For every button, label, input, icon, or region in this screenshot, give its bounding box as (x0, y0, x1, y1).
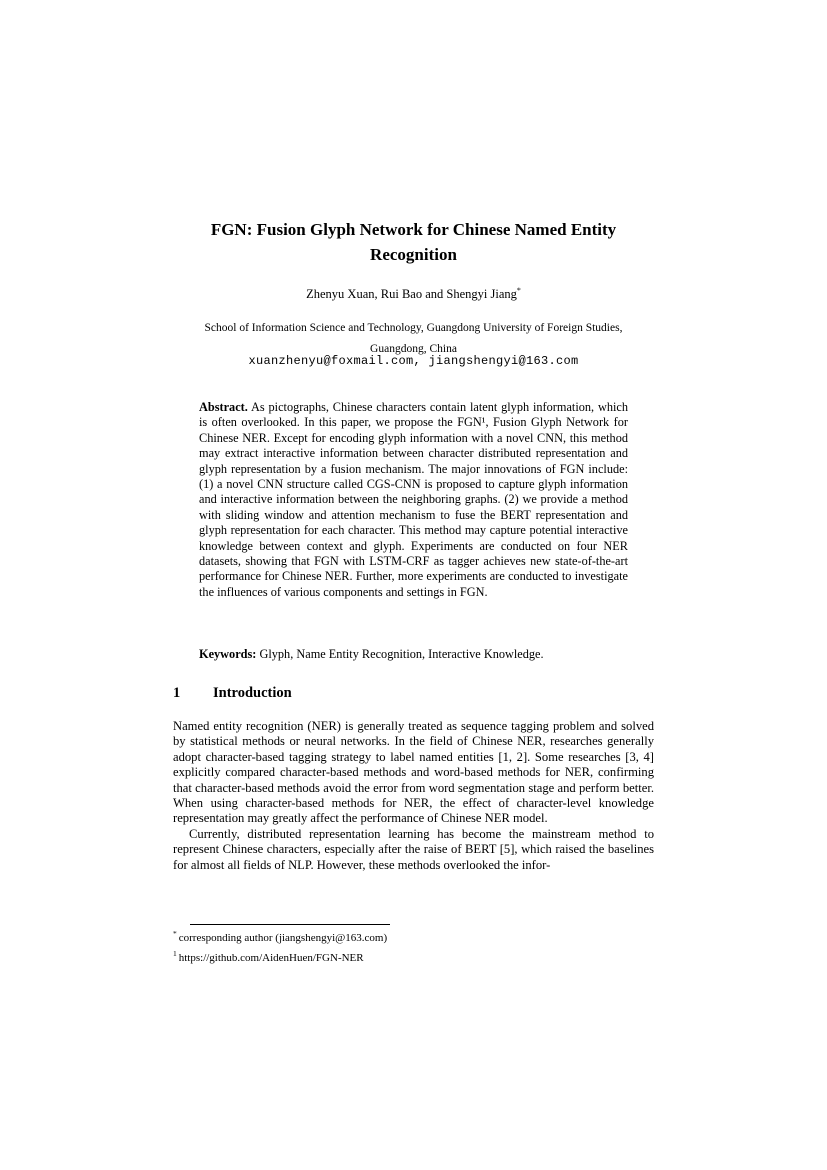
section-1-heading (173, 685, 654, 702)
footnote-1 (173, 929, 654, 949)
footnote-1-marker: * (173, 929, 177, 939)
footnotes (173, 929, 654, 968)
affiliation-line1: School of Information Science and Technology, Guangdong University of Foreign Studies, (204, 322, 623, 334)
keywords (199, 647, 628, 662)
section-1-number: 1 (173, 685, 181, 701)
keywords-text: Glyph, Name Entity Recognition, Interactive Knowledge. (256, 647, 544, 661)
keywords-label: Keywords: (199, 647, 257, 661)
abstract-text: As pictographs, Chinese characters contain latent glyph information, which is often overlooked. In this paper, we propose the FGN¹, Fusion Glyph Network for Chinese NER. Except for encoding glyph information with a novel CNN, this method may extract interactive information between character distributed representation and glyph representation by a fusion mechanism. The major innovations of FGN include: (1) a novel CNN structure called CGS-CNN is proposed to capture glyph information and interactive information between the neighboring graphs. (2) we provide a method with sliding window and attention mechanism to fuse the BERT representation and glyph representation for each character. This method may capture potential interactive knowledge between context and glyph. Experiments are conducted on four NER datasets, showing that FGN with LSTM-CRF as tagger achieves new state-of-the-art performance for Chinese NER. Further, more experiments are conducted to investigate the influences of various components and settings in FGN. (199, 400, 628, 599)
paper-title-line2: Recognition (370, 245, 457, 265)
paper-title-line1: FGN: Fusion Glyph Network for Chinese Named Entity (210, 220, 617, 240)
footnote-separator (190, 924, 390, 925)
abstract (199, 400, 628, 600)
footnote-1-text: corresponding author (jiangshengyi@163.com) (178, 932, 388, 944)
abstract-label: Abstract. (199, 400, 248, 414)
footnote-2 (173, 949, 654, 969)
author-names: Zhenyu Xuan, Rui Bao and Shengyi Jiang (306, 287, 517, 301)
footnote-2-text: https://github.com/AidenHuen/FGN-NER (178, 951, 364, 964)
paragraph-1: Named entity recognition (NER) is generally treated as sequence tagging problem and solved by statistical methods or neural networks. In the field of Chinese NER, researches generally adopt character-based tagging strategy to label named entities [1, 2]. Some researches [3, 4] explicitly compared character-based methods and word-based methods for NER, confirming that character-based methods avoid the error from word segmentation stage and perform better. When using character-based methods for NER, the effect of character-level knowledge representation may greatly affect the performance of Chinese NER model. (173, 719, 654, 826)
paper-title (0, 217, 827, 267)
author-list (0, 287, 827, 302)
footnote-2-marker: 1 (173, 948, 177, 958)
introduction-body (173, 719, 654, 873)
paragraph-2: Currently, distributed representation learning has become the mainstream method to represent Chinese characters, especially after the raise of BERT [5], which raised the baselines for almost all fields of NLP. However, these methods overlooked the infor- (173, 826, 654, 872)
affiliation-line2: Guangdong, China (370, 343, 457, 355)
author-emails: xuanzhenyu@foxmail.com, jiangshengyi@163.com (248, 354, 579, 368)
corresponding-author-mark: * (516, 285, 521, 295)
section-1-title: Introduction (213, 685, 292, 701)
